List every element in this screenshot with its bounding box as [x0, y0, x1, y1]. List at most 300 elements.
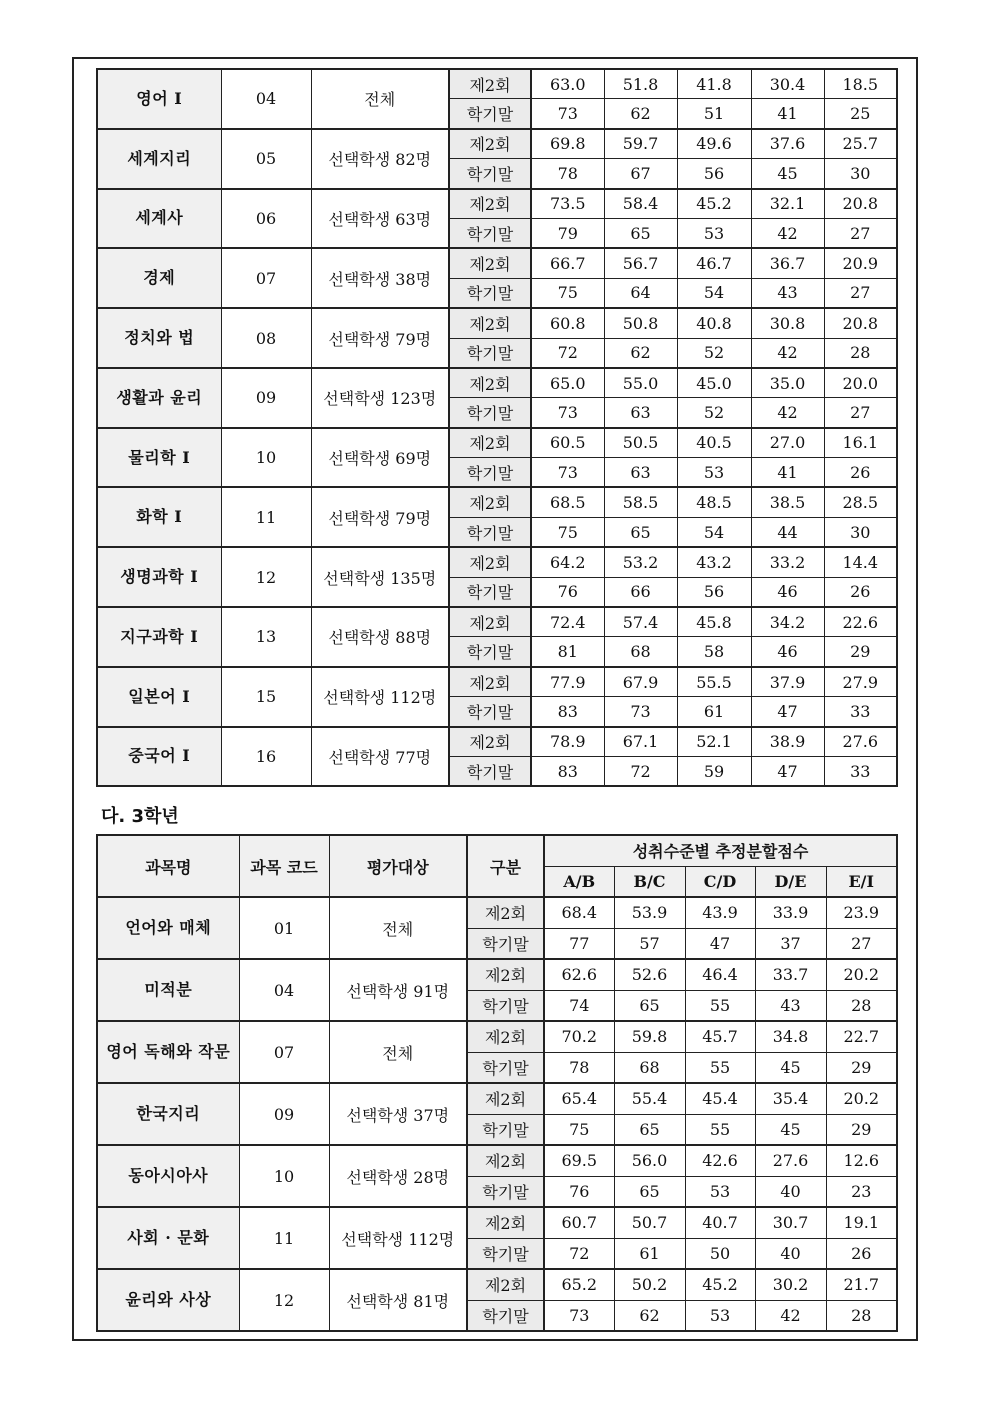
row-type-label: 제2회 — [467, 1145, 544, 1176]
cut-score-value: 16.1 — [824, 428, 897, 458]
evaluation-target: 전체 — [329, 897, 467, 959]
evaluation-target: 선택학생 112명 — [311, 667, 449, 727]
table-row — [97, 368, 897, 398]
cut-score-value: 74 — [544, 990, 614, 1021]
cut-score-value: 55 — [685, 1052, 755, 1083]
cut-score-value: 46.4 — [685, 959, 755, 990]
cut-score-value: 19.1 — [826, 1207, 897, 1238]
cut-score-value: 35.0 — [751, 368, 824, 398]
subject-name: 언어와 매체 — [97, 897, 239, 959]
cut-score-value: 20.8 — [824, 308, 897, 338]
cut-score-value: 43 — [751, 278, 824, 308]
grade3-score-table — [96, 834, 898, 1332]
subject-code: 10 — [221, 428, 311, 488]
cut-score-value: 21.7 — [826, 1269, 897, 1300]
row-type-label: 학기말 — [449, 517, 531, 547]
subject-name: 한국지리 — [97, 1083, 239, 1145]
cut-score-value: 72.4 — [531, 607, 604, 637]
cut-score-value: 27.6 — [824, 727, 897, 757]
table-row — [97, 547, 897, 577]
cut-score-value: 55 — [685, 1114, 755, 1145]
cut-score-value: 78 — [531, 159, 604, 189]
cut-score-value: 43.9 — [685, 897, 755, 928]
cut-score-value: 12.6 — [826, 1145, 897, 1176]
subject-code: 11 — [239, 1207, 329, 1269]
row-type-label: 제2회 — [449, 727, 531, 757]
cut-score-value: 33 — [824, 697, 897, 727]
subject-name: 세계지리 — [97, 129, 221, 189]
evaluation-target: 선택학생 82명 — [311, 129, 449, 189]
cut-score-value: 36.7 — [751, 248, 824, 278]
row-type-label: 학기말 — [449, 637, 531, 667]
row-type-label: 학기말 — [467, 928, 544, 959]
cut-score-value: 63 — [604, 398, 677, 428]
row-type-label: 제2회 — [467, 897, 544, 928]
cut-score-value: 52.6 — [614, 959, 685, 990]
cut-score-value: 68.5 — [531, 487, 604, 517]
cut-score-value: 45.0 — [677, 368, 751, 398]
grade2-score-table — [96, 68, 898, 787]
cut-score-value: 28.5 — [824, 487, 897, 517]
cut-score-value: 30.4 — [751, 69, 824, 99]
subject-name: 생명과학 I — [97, 547, 221, 607]
cut-score-value: 60.8 — [531, 308, 604, 338]
cut-score-value: 73.5 — [531, 189, 604, 219]
header-grade-cd: C/D — [685, 866, 755, 897]
evaluation-target: 선택학생 38명 — [311, 248, 449, 308]
cut-score-value: 77.9 — [531, 667, 604, 697]
cut-score-value: 83 — [531, 697, 604, 727]
cut-score-value: 73 — [544, 1300, 614, 1331]
cut-score-value: 51.8 — [604, 69, 677, 99]
cut-score-value: 66 — [604, 577, 677, 607]
subject-code: 05 — [221, 129, 311, 189]
cut-score-value: 53 — [685, 1300, 755, 1331]
cut-score-value: 58 — [677, 637, 751, 667]
cut-score-value: 53.2 — [604, 547, 677, 577]
subject-code: 07 — [221, 248, 311, 308]
cut-score-value: 25 — [824, 99, 897, 129]
subject-code: 09 — [239, 1083, 329, 1145]
cut-score-value: 63 — [604, 458, 677, 488]
table-row — [97, 69, 897, 99]
cut-score-value: 30.7 — [755, 1207, 826, 1238]
row-type-label: 학기말 — [449, 756, 531, 786]
cut-score-value: 72 — [531, 338, 604, 368]
cut-score-value: 62 — [604, 99, 677, 129]
cut-score-value: 44 — [751, 517, 824, 547]
cut-score-value: 76 — [544, 1176, 614, 1207]
table-row — [97, 1145, 897, 1176]
cut-score-value: 46 — [751, 577, 824, 607]
evaluation-target: 선택학생 79명 — [311, 308, 449, 368]
row-type-label: 제2회 — [449, 428, 531, 458]
cut-score-value: 20.2 — [826, 959, 897, 990]
cut-score-value: 45.4 — [685, 1083, 755, 1114]
cut-score-value: 43.2 — [677, 547, 751, 577]
cut-score-value: 42 — [755, 1300, 826, 1331]
table-row — [97, 1021, 897, 1052]
evaluation-target: 선택학생 63명 — [311, 189, 449, 249]
cut-score-value: 65 — [604, 218, 677, 248]
cut-score-value: 28 — [826, 1300, 897, 1331]
cut-score-value: 61 — [614, 1238, 685, 1269]
row-type-label: 제2회 — [449, 487, 531, 517]
header-grade-bc: B/C — [614, 866, 685, 897]
cut-score-value: 27 — [824, 218, 897, 248]
grade2-table-body — [97, 69, 897, 786]
cut-score-value: 33.7 — [755, 959, 826, 990]
cut-score-value: 65 — [614, 1114, 685, 1145]
row-type-label: 학기말 — [449, 398, 531, 428]
grade3-table-body — [97, 897, 897, 1331]
cut-score-value: 14.4 — [824, 547, 897, 577]
cut-score-value: 50.7 — [614, 1207, 685, 1238]
cut-score-value: 35.4 — [755, 1083, 826, 1114]
cut-score-value: 56.7 — [604, 248, 677, 278]
cut-score-value: 47 — [751, 756, 824, 786]
cut-score-value: 57.4 — [604, 607, 677, 637]
evaluation-target: 전체 — [329, 1021, 467, 1083]
table-row — [97, 1207, 897, 1238]
cut-score-value: 33.2 — [751, 547, 824, 577]
cut-score-value: 60.7 — [544, 1207, 614, 1238]
cut-score-value: 48.5 — [677, 487, 751, 517]
cut-score-value: 50.2 — [614, 1269, 685, 1300]
table-row — [97, 897, 897, 928]
header-grade-ab: A/B — [544, 866, 614, 897]
table-row — [97, 308, 897, 338]
cut-score-value: 28 — [824, 338, 897, 368]
cut-score-value: 40.8 — [677, 308, 751, 338]
evaluation-target: 선택학생 37명 — [329, 1083, 467, 1145]
cut-score-value: 63.0 — [531, 69, 604, 99]
cut-score-value: 30.2 — [755, 1269, 826, 1300]
cut-score-value: 25.7 — [824, 129, 897, 159]
subject-code: 08 — [221, 308, 311, 368]
cut-score-value: 78 — [544, 1052, 614, 1083]
cut-score-value: 29 — [826, 1114, 897, 1145]
row-type-label: 학기말 — [449, 458, 531, 488]
table-row — [97, 727, 897, 757]
cut-score-value: 73 — [531, 99, 604, 129]
subject-name: 화학 I — [97, 487, 221, 547]
cut-score-value: 42 — [751, 218, 824, 248]
cut-score-value: 26 — [824, 577, 897, 607]
cut-score-value: 45.7 — [685, 1021, 755, 1052]
subject-code: 07 — [239, 1021, 329, 1083]
subject-name: 일본어 I — [97, 667, 221, 727]
row-type-label: 제2회 — [449, 308, 531, 338]
row-type-label: 학기말 — [449, 218, 531, 248]
cut-score-value: 62 — [604, 338, 677, 368]
row-type-label: 제2회 — [467, 959, 544, 990]
cut-score-value: 41 — [751, 458, 824, 488]
cut-score-value: 20.8 — [824, 189, 897, 219]
cut-score-value: 76 — [531, 577, 604, 607]
evaluation-target: 선택학생 112명 — [329, 1207, 467, 1269]
cut-score-value: 65.4 — [544, 1083, 614, 1114]
cut-score-value: 73 — [604, 697, 677, 727]
cut-score-value: 70.2 — [544, 1021, 614, 1052]
cut-score-value: 34.2 — [751, 607, 824, 637]
cut-score-value: 68 — [614, 1052, 685, 1083]
header-type: 구분 — [467, 835, 544, 897]
cut-score-value: 28 — [826, 990, 897, 1021]
cut-score-value: 45.2 — [677, 189, 751, 219]
cut-score-value: 22.6 — [824, 607, 897, 637]
header-subject: 과목명 — [97, 835, 239, 897]
cut-score-value: 27 — [824, 398, 897, 428]
subject-name: 지구과학 I — [97, 607, 221, 667]
row-type-label: 학기말 — [449, 278, 531, 308]
cut-score-value: 58.4 — [604, 189, 677, 219]
row-type-label: 제2회 — [449, 189, 531, 219]
cut-score-value: 27.0 — [751, 428, 824, 458]
evaluation-target: 선택학생 77명 — [311, 727, 449, 787]
cut-score-value: 52 — [677, 338, 751, 368]
cut-score-value: 65 — [614, 1176, 685, 1207]
subject-code: 09 — [221, 368, 311, 428]
table-row — [97, 959, 897, 990]
subject-name: 물리학 I — [97, 428, 221, 488]
row-type-label: 제2회 — [449, 547, 531, 577]
cut-score-value: 41 — [751, 99, 824, 129]
cut-score-value: 37.9 — [751, 667, 824, 697]
cut-score-value: 42 — [751, 398, 824, 428]
cut-score-value: 38.5 — [751, 487, 824, 517]
row-type-label: 학기말 — [467, 1176, 544, 1207]
cut-score-value: 52 — [677, 398, 751, 428]
table-row — [97, 607, 897, 637]
subject-name: 중국어 I — [97, 727, 221, 787]
cut-score-value: 56.0 — [614, 1145, 685, 1176]
cut-score-value: 27 — [826, 928, 897, 959]
subject-name: 세계사 — [97, 189, 221, 249]
cut-score-value: 29 — [826, 1052, 897, 1083]
cut-score-value: 81 — [531, 637, 604, 667]
cut-score-value: 67.1 — [604, 727, 677, 757]
evaluation-target: 선택학생 69명 — [311, 428, 449, 488]
cut-score-value: 83 — [531, 756, 604, 786]
row-type-label: 학기말 — [467, 1300, 544, 1331]
cut-score-value: 42.6 — [685, 1145, 755, 1176]
cut-score-value: 78.9 — [531, 727, 604, 757]
cut-score-value: 38.9 — [751, 727, 824, 757]
evaluation-target: 전체 — [311, 69, 449, 129]
cut-score-value: 20.0 — [824, 368, 897, 398]
subject-name: 정치와 법 — [97, 308, 221, 368]
cut-score-value: 51 — [677, 99, 751, 129]
row-type-label: 제2회 — [449, 129, 531, 159]
section-title-grade3: 다. 3학년 — [101, 806, 179, 827]
cut-score-value: 27.9 — [824, 667, 897, 697]
row-type-label: 학기말 — [449, 159, 531, 189]
cut-score-value: 27.6 — [755, 1145, 826, 1176]
cut-score-value: 72 — [604, 756, 677, 786]
cut-score-value: 47 — [751, 697, 824, 727]
row-type-label: 학기말 — [449, 99, 531, 129]
cut-score-value: 59.8 — [614, 1021, 685, 1052]
cut-score-value: 69.5 — [544, 1145, 614, 1176]
cut-score-value: 41.8 — [677, 69, 751, 99]
cut-score-value: 33 — [824, 756, 897, 786]
cut-score-value: 50 — [685, 1238, 755, 1269]
row-type-label: 제2회 — [467, 1269, 544, 1300]
cut-score-value: 46 — [751, 637, 824, 667]
table-row — [97, 428, 897, 458]
cut-score-value: 60.5 — [531, 428, 604, 458]
row-type-label: 제2회 — [449, 667, 531, 697]
cut-score-value: 56 — [677, 577, 751, 607]
table-row — [97, 248, 897, 278]
cut-score-value: 37.6 — [751, 129, 824, 159]
row-type-label: 학기말 — [449, 577, 531, 607]
cut-score-value: 55.4 — [614, 1083, 685, 1114]
subject-code: 06 — [221, 189, 311, 249]
table-row — [97, 1269, 897, 1300]
cut-score-value: 40.7 — [685, 1207, 755, 1238]
evaluation-target: 선택학생 123명 — [311, 368, 449, 428]
cut-score-value: 65 — [604, 517, 677, 547]
row-type-label: 학기말 — [467, 1114, 544, 1145]
cut-score-value: 23.9 — [826, 897, 897, 928]
subject-name: 생활과 윤리 — [97, 368, 221, 428]
cut-score-value: 56 — [677, 159, 751, 189]
cut-score-value: 20.2 — [826, 1083, 897, 1114]
cut-score-value: 62 — [614, 1300, 685, 1331]
cut-score-value: 40 — [755, 1238, 826, 1269]
cut-score-value: 64 — [604, 278, 677, 308]
cut-score-value: 26 — [824, 458, 897, 488]
cut-score-value: 65.2 — [544, 1269, 614, 1300]
row-type-label: 제2회 — [467, 1083, 544, 1114]
cut-score-value: 50.5 — [604, 428, 677, 458]
cut-score-value: 29 — [824, 637, 897, 667]
cut-score-value: 55.0 — [604, 368, 677, 398]
cut-score-value: 30 — [824, 517, 897, 547]
subject-name: 동아시아사 — [97, 1145, 239, 1207]
cut-score-value: 45 — [755, 1052, 826, 1083]
cut-score-value: 45.8 — [677, 607, 751, 637]
cut-score-value: 55 — [685, 990, 755, 1021]
row-type-label: 제2회 — [467, 1021, 544, 1052]
header-code: 과목 코드 — [239, 835, 329, 897]
row-type-label: 학기말 — [467, 1238, 544, 1269]
cut-score-value: 45 — [751, 159, 824, 189]
evaluation-target: 선택학생 81명 — [329, 1269, 467, 1331]
row-type-label: 제2회 — [449, 607, 531, 637]
cut-score-value: 61 — [677, 697, 751, 727]
cut-score-value: 58.5 — [604, 487, 677, 517]
subject-name: 경제 — [97, 248, 221, 308]
evaluation-target: 선택학생 88명 — [311, 607, 449, 667]
cut-score-value: 27 — [824, 278, 897, 308]
cut-score-value: 68 — [604, 637, 677, 667]
cut-score-value: 67 — [604, 159, 677, 189]
cut-score-value: 77 — [544, 928, 614, 959]
cut-score-value: 32.1 — [751, 189, 824, 219]
cut-score-value: 62.6 — [544, 959, 614, 990]
header-target: 평가대상 — [329, 835, 467, 897]
cut-score-value: 79 — [531, 218, 604, 248]
cut-score-value: 53 — [677, 218, 751, 248]
cut-score-value: 20.9 — [824, 248, 897, 278]
cut-score-value: 46.7 — [677, 248, 751, 278]
cut-score-value: 30 — [824, 159, 897, 189]
row-type-label: 학기말 — [467, 1052, 544, 1083]
cut-score-value: 18.5 — [824, 69, 897, 99]
cut-score-value: 34.8 — [755, 1021, 826, 1052]
cut-score-value: 49.6 — [677, 129, 751, 159]
cut-score-value: 55.5 — [677, 667, 751, 697]
cut-score-value: 73 — [531, 398, 604, 428]
cut-score-value: 59.7 — [604, 129, 677, 159]
subject-code: 12 — [221, 547, 311, 607]
cut-score-value: 53.9 — [614, 897, 685, 928]
cut-score-value: 57 — [614, 928, 685, 959]
cut-score-value: 40.5 — [677, 428, 751, 458]
header-grade-ei: E/I — [826, 866, 897, 897]
subject-code: 13 — [221, 607, 311, 667]
subject-code: 10 — [239, 1145, 329, 1207]
subject-name: 영어 I — [97, 69, 221, 129]
evaluation-target: 선택학생 91명 — [329, 959, 467, 1021]
cut-score-value: 50.8 — [604, 308, 677, 338]
cut-score-value: 73 — [531, 458, 604, 488]
row-type-label: 제2회 — [467, 1207, 544, 1238]
evaluation-target: 선택학생 79명 — [311, 487, 449, 547]
cut-score-value: 66.7 — [531, 248, 604, 278]
cut-score-value: 72 — [544, 1238, 614, 1269]
cut-score-value: 53 — [677, 458, 751, 488]
cut-score-value: 65 — [614, 990, 685, 1021]
row-type-label: 학기말 — [449, 338, 531, 368]
cut-score-value: 43 — [755, 990, 826, 1021]
cut-score-value: 40 — [755, 1176, 826, 1207]
cut-score-value: 42 — [751, 338, 824, 368]
subject-name: 영어 독해와 작문 — [97, 1021, 239, 1083]
cut-score-value: 69.8 — [531, 129, 604, 159]
table-row — [97, 487, 897, 517]
cut-score-value: 30.8 — [751, 308, 824, 338]
table-row — [97, 189, 897, 219]
cut-score-value: 64.2 — [531, 547, 604, 577]
cut-score-value: 45 — [755, 1114, 826, 1145]
cut-score-value: 33.9 — [755, 897, 826, 928]
cut-score-value: 45.2 — [685, 1269, 755, 1300]
subject-name: 사회 · 문화 — [97, 1207, 239, 1269]
header-cut-scores: 성취수준별 추정분할점수 — [544, 835, 897, 866]
cut-score-value: 54 — [677, 278, 751, 308]
cut-score-value: 68.4 — [544, 897, 614, 928]
subject-code: 04 — [239, 959, 329, 1021]
cut-score-value: 67.9 — [604, 667, 677, 697]
subject-code: 04 — [221, 69, 311, 129]
row-type-label: 제2회 — [449, 69, 531, 99]
cut-score-value: 47 — [685, 928, 755, 959]
subject-code: 01 — [239, 897, 329, 959]
subject-code: 16 — [221, 727, 311, 787]
table-row — [97, 1083, 897, 1114]
evaluation-target: 선택학생 135명 — [311, 547, 449, 607]
cut-score-value: 26 — [826, 1238, 897, 1269]
row-type-label: 학기말 — [467, 990, 544, 1021]
evaluation-target: 선택학생 28명 — [329, 1145, 467, 1207]
cut-score-value: 23 — [826, 1176, 897, 1207]
subject-code: 11 — [221, 487, 311, 547]
subject-code: 15 — [221, 667, 311, 727]
